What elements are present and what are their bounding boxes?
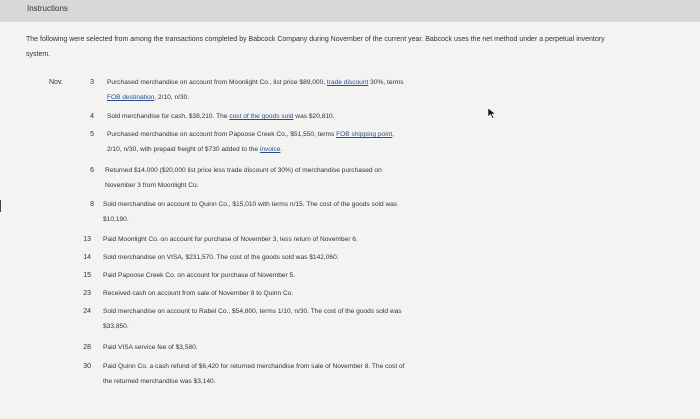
cost-of-goods-sold-link[interactable]: cost of the goods sold xyxy=(229,113,294,120)
transaction-entry: Purchased merchandise on account from Papoose Creek Co., $51,550, terms FOB shipping point, 2/10, n/30, with prepaid freight of $730 added to the invoice. xyxy=(107,131,395,153)
transaction-entry: Paid VISA service fee of $3,580. xyxy=(103,344,198,351)
transaction-day: 5 xyxy=(90,131,94,138)
transaction-entry: Received cash on account from sale of November 8 to Quinn Co. xyxy=(103,290,294,297)
transaction-day: 30 xyxy=(83,363,91,370)
mouse-cursor-icon xyxy=(487,107,497,119)
fob-destination-link[interactable]: FOB destination xyxy=(107,94,155,101)
invoice-link[interactable]: invoice xyxy=(259,146,281,153)
transaction-entry: Paid Quinn Co. a cash refund of $6,420 for returned merchandise from sale of November 8. The cost of the returned merchandise was $3,140. xyxy=(103,363,405,385)
transaction-day: 15 xyxy=(83,272,91,279)
intro-line-2: system. xyxy=(26,51,51,58)
transaction-entry: Sold merchandise on account to Rabel Co., $54,800, terms 1/10, n/30. The cost of the goods sold was $33,850. xyxy=(103,308,402,330)
transaction-entry: Purchased merchandise on account from Moonlight Co., list price $89,000, trade discount 30%, terms FOB destination, 2/10, n/30. xyxy=(107,79,404,101)
transaction-day: 8 xyxy=(90,201,94,208)
transaction-entry: Paid Moonlight Co. on account for purchase of November 3, less return of November 6. xyxy=(103,236,358,243)
transaction-entry: Sold merchandise on VISA, $231,570. The cost of the goods sold was $142,060. xyxy=(103,254,339,261)
transaction-day: 23 xyxy=(83,290,91,297)
trade-discount-link[interactable]: trade discount xyxy=(326,79,369,86)
transaction-day: 6 xyxy=(90,167,94,174)
transaction-entry: Returned $14,000 ($20,000 list price less trade discount of 30%) of merchandise purchased on November 3 from Moonlight Co. xyxy=(105,167,382,189)
month-label: Nov. xyxy=(49,79,63,86)
transaction-entry: Sold merchandise for cash, $38,210. The cost of the goods sold was $20,810. xyxy=(107,113,335,120)
transaction-entry: Sold merchandise on account to Quinn Co., $15,010 with terms n/15. The cost of the goods sold was $10,190. xyxy=(103,201,398,223)
left-edge-mark xyxy=(0,200,1,212)
transaction-day: 4 xyxy=(90,113,94,120)
intro-line-1: The following were selected from among the transactions completed by Babcock Company during November of the current year. Babcock uses the net method under a perpetual inventory xyxy=(26,36,605,43)
transaction-day: 13 xyxy=(83,236,91,243)
transaction-entry: Paid Papoose Creek Co. on account for purchase of November 5. xyxy=(103,272,296,279)
transaction-day: 3 xyxy=(90,79,94,86)
header-title: Instructions xyxy=(27,4,68,13)
instructions-header xyxy=(0,0,700,23)
fob-shipping-point-link[interactable]: FOB shipping point xyxy=(336,131,393,138)
transaction-day: 14 xyxy=(83,254,91,261)
transaction-day: 24 xyxy=(83,308,91,315)
transaction-day: 28 xyxy=(83,344,91,351)
intro-text xyxy=(26,32,696,62)
